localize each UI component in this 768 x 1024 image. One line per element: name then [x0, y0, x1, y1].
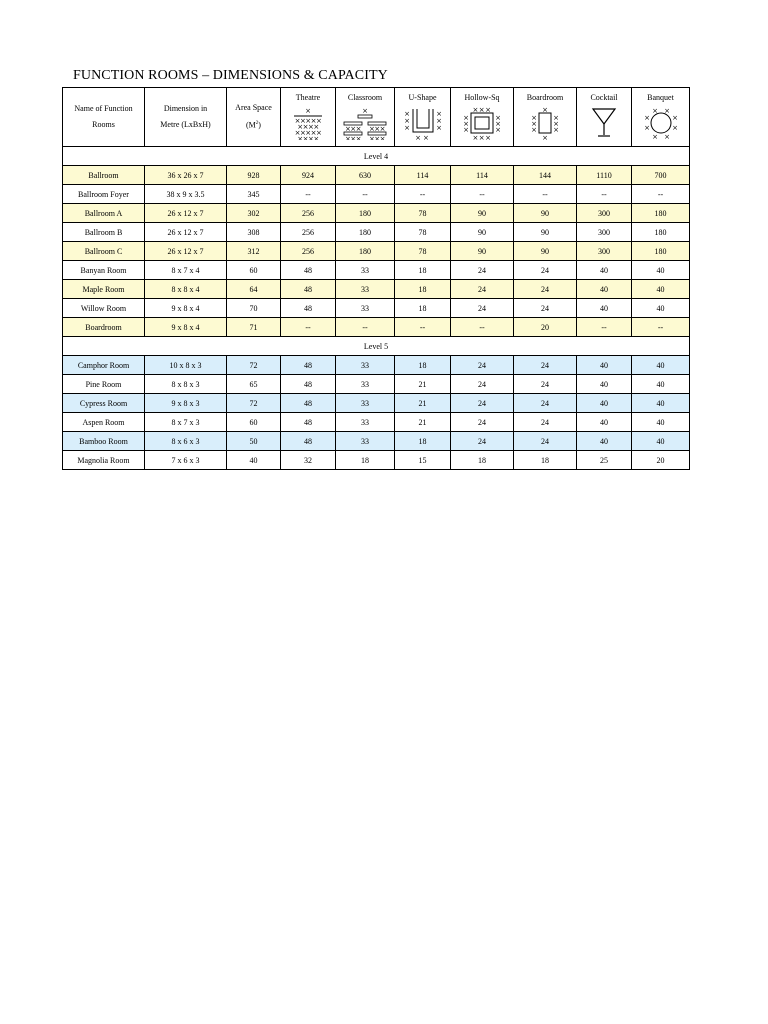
cell-hollow-sq: 90 — [451, 204, 514, 223]
table-row — [63, 432, 690, 451]
header-classroom-label: Classroom — [347, 93, 383, 102]
cell-banquet: 180 — [632, 204, 690, 223]
svg-text:×: × — [463, 120, 469, 128]
header-room-name — [63, 88, 145, 147]
cell-u-shape: 15 — [395, 451, 451, 470]
table-row — [63, 185, 690, 204]
svg-text:×: × — [531, 120, 537, 128]
cell-room-name: Ballroom C — [63, 242, 145, 261]
cell-cocktail: 40 — [577, 280, 632, 299]
header-u-shape — [395, 88, 451, 147]
cell-cocktail: 40 — [577, 261, 632, 280]
svg-text:×: × — [495, 114, 501, 122]
header-boardroom-label: Boardroom — [526, 93, 564, 102]
cell-boardroom: 24 — [514, 375, 577, 394]
cell-dimension: 10 x 8 x 3 — [145, 356, 227, 375]
cell-room-name: Banyan Room — [63, 261, 145, 280]
header-room-name-line2: Rooms — [92, 120, 115, 129]
cell-u-shape: -- — [395, 318, 451, 337]
cell-hollow-sq: 24 — [451, 280, 514, 299]
svg-text:×: × — [553, 114, 559, 122]
header-theatre — [281, 88, 336, 147]
svg-text:×: × — [671, 114, 678, 122]
cell-hollow-sq: 24 — [451, 432, 514, 451]
header-dimension — [145, 88, 227, 147]
svg-text:×: × — [663, 107, 670, 115]
svg-text:×: × — [463, 126, 469, 134]
cell-boardroom: 90 — [514, 242, 577, 261]
svg-text:×××: ××× — [472, 106, 492, 114]
function-rooms-table — [62, 87, 690, 470]
svg-text:×××: ××× — [344, 135, 362, 140]
svg-text:×: × — [542, 106, 548, 114]
header-dimension-line1: Dimension in — [163, 104, 208, 113]
theatre-layout-icon — [281, 106, 335, 140]
table-row — [63, 318, 690, 337]
table-row — [63, 375, 690, 394]
cell-room-name: Boardroom — [63, 318, 145, 337]
cell-area: 345 — [227, 185, 281, 204]
cell-theatre: 48 — [281, 413, 336, 432]
cell-theatre: -- — [281, 318, 336, 337]
table-row — [63, 394, 690, 413]
cell-banquet: 40 — [632, 413, 690, 432]
cell-dimension: 26 x 12 x 7 — [145, 204, 227, 223]
cell-area: 64 — [227, 280, 281, 299]
cell-area: 60 — [227, 413, 281, 432]
svg-text:×: × — [531, 126, 537, 134]
cell-cocktail: -- — [577, 318, 632, 337]
svg-text:×××: ××× — [368, 125, 386, 133]
cell-theatre: 256 — [281, 242, 336, 261]
cell-hollow-sq: -- — [451, 318, 514, 337]
table-row — [63, 299, 690, 318]
svg-text:×: × — [651, 107, 658, 115]
cell-u-shape: 78 — [395, 204, 451, 223]
classroom-layout-icon — [336, 106, 394, 140]
cell-theatre: 48 — [281, 280, 336, 299]
header-classroom — [336, 88, 395, 147]
cell-cocktail: 300 — [577, 223, 632, 242]
cell-theatre: 48 — [281, 375, 336, 394]
cell-classroom: 630 — [336, 166, 395, 185]
cell-banquet: 40 — [632, 261, 690, 280]
header-room-name-line1: Name of Function — [74, 104, 133, 113]
cell-u-shape: 114 — [395, 166, 451, 185]
cell-boardroom: 24 — [514, 299, 577, 318]
header-theatre-label: Theatre — [295, 93, 321, 102]
cell-classroom: -- — [336, 185, 395, 204]
table-row — [63, 261, 690, 280]
cell-room-name: Bamboo Room — [63, 432, 145, 451]
cell-theatre: 256 — [281, 223, 336, 242]
svg-text:×: × — [435, 110, 442, 118]
table-row — [63, 451, 690, 470]
cell-classroom: 18 — [336, 451, 395, 470]
cell-room-name: Maple Room — [63, 280, 145, 299]
cell-classroom: 33 — [336, 356, 395, 375]
svg-text:×: × — [403, 124, 410, 132]
banquet-round-table-icon — [632, 106, 689, 140]
level-heading-row — [63, 147, 690, 166]
cell-cocktail: 1110 — [577, 166, 632, 185]
boardroom-layout-icon — [514, 106, 576, 140]
cell-u-shape: 18 — [395, 261, 451, 280]
table-row — [63, 356, 690, 375]
cell-boardroom: 24 — [514, 280, 577, 299]
svg-text:×: × — [495, 120, 501, 128]
header-boardroom — [514, 88, 577, 147]
cell-room-name: Magnolia Room — [63, 451, 145, 470]
cell-u-shape: 21 — [395, 413, 451, 432]
cell-classroom: 33 — [336, 280, 395, 299]
cell-room-name: Cypress Room — [63, 394, 145, 413]
cell-theatre: -- — [281, 185, 336, 204]
cell-dimension: 9 x 8 x 4 — [145, 318, 227, 337]
table-row — [63, 413, 690, 432]
cell-boardroom: 24 — [514, 261, 577, 280]
cell-hollow-sq: 24 — [451, 356, 514, 375]
svg-text:×: × — [671, 124, 678, 132]
cell-hollow-sq: -- — [451, 185, 514, 204]
cell-area: 71 — [227, 318, 281, 337]
table-row — [63, 280, 690, 299]
cell-room-name: Ballroom B — [63, 223, 145, 242]
cell-hollow-sq: 114 — [451, 166, 514, 185]
cell-theatre: 48 — [281, 299, 336, 318]
svg-text:×××: ××× — [344, 125, 362, 133]
cell-room-name: Camphor Room — [63, 356, 145, 375]
cell-u-shape: 18 — [395, 432, 451, 451]
cell-cocktail: 40 — [577, 375, 632, 394]
cell-banquet: 40 — [632, 375, 690, 394]
cell-classroom: 33 — [336, 432, 395, 451]
level-heading: Level 4 — [63, 147, 690, 166]
cell-area: 50 — [227, 432, 281, 451]
cell-dimension: 8 x 7 x 3 — [145, 413, 227, 432]
cell-banquet: 40 — [632, 432, 690, 451]
cell-hollow-sq: 24 — [451, 394, 514, 413]
cell-u-shape: -- — [395, 185, 451, 204]
cell-theatre: 48 — [281, 394, 336, 413]
cell-boardroom: 20 — [514, 318, 577, 337]
cell-hollow-sq: 24 — [451, 375, 514, 394]
cell-u-shape: 18 — [395, 356, 451, 375]
cell-theatre: 32 — [281, 451, 336, 470]
header-area-unit-pre: (M — [246, 120, 256, 130]
svg-text:×××××: ××××× — [294, 129, 322, 137]
cell-area: 928 — [227, 166, 281, 185]
cell-dimension: 26 x 12 x 7 — [145, 223, 227, 242]
header-area-unit-sup: 2 — [255, 121, 259, 127]
cell-u-shape: 78 — [395, 242, 451, 261]
cell-boardroom: 144 — [514, 166, 577, 185]
svg-text:×: × — [435, 117, 442, 125]
svg-text:××: ×× — [414, 134, 431, 140]
level-heading: Level 5 — [63, 337, 690, 356]
cell-boardroom: 18 — [514, 451, 577, 470]
cell-classroom: -- — [336, 318, 395, 337]
cell-u-shape: 21 — [395, 394, 451, 413]
table-row — [63, 166, 690, 185]
cell-banquet: 180 — [632, 242, 690, 261]
svg-text:×: × — [495, 126, 501, 134]
header-area — [227, 88, 281, 147]
cell-area: 72 — [227, 394, 281, 413]
cell-classroom: 33 — [336, 413, 395, 432]
cell-dimension: 9 x 8 x 4 — [145, 299, 227, 318]
svg-text:×: × — [643, 124, 650, 132]
svg-text:×: × — [435, 124, 442, 132]
cell-cocktail: 25 — [577, 451, 632, 470]
cell-hollow-sq: 24 — [451, 299, 514, 318]
cell-classroom: 33 — [336, 394, 395, 413]
cell-area: 72 — [227, 356, 281, 375]
cell-dimension: 8 x 8 x 4 — [145, 280, 227, 299]
svg-text:××××: ×××× — [297, 123, 319, 131]
cell-classroom: 33 — [336, 375, 395, 394]
u-shape-layout-icon — [395, 106, 450, 140]
header-cocktail — [577, 88, 632, 147]
cell-cocktail: 300 — [577, 242, 632, 261]
svg-text:×××: ××× — [368, 135, 386, 140]
cell-boardroom: -- — [514, 185, 577, 204]
cell-boardroom: 24 — [514, 413, 577, 432]
svg-text:×: × — [643, 114, 650, 122]
cell-theatre: 924 — [281, 166, 336, 185]
cell-classroom: 180 — [336, 204, 395, 223]
cell-area: 60 — [227, 261, 281, 280]
table-row — [63, 204, 690, 223]
cell-area: 302 — [227, 204, 281, 223]
cell-theatre: 48 — [281, 432, 336, 451]
svg-text:×: × — [651, 133, 658, 140]
cell-boardroom: 90 — [514, 204, 577, 223]
cell-hollow-sq: 18 — [451, 451, 514, 470]
table-row — [63, 223, 690, 242]
cell-banquet: 40 — [632, 356, 690, 375]
cell-banquet: -- — [632, 318, 690, 337]
cell-cocktail: -- — [577, 185, 632, 204]
svg-text:×: × — [531, 114, 537, 122]
header-banquet — [632, 88, 690, 147]
cell-classroom: 180 — [336, 242, 395, 261]
header-u-shape-label: U-Shape — [408, 93, 437, 102]
cell-banquet: 700 — [632, 166, 690, 185]
cell-dimension: 9 x 8 x 3 — [145, 394, 227, 413]
header-hollow-sq — [451, 88, 514, 147]
header-banquet-label: Banquet — [647, 93, 674, 102]
svg-text:×: × — [663, 133, 670, 140]
header-dimension-line2: Metre (LxBxH) — [160, 120, 211, 129]
header-row — [63, 88, 690, 147]
cell-hollow-sq: 24 — [451, 413, 514, 432]
cell-u-shape: 21 — [395, 375, 451, 394]
header-hollow-sq-label: Hollow-Sq — [464, 93, 500, 102]
cell-u-shape: 18 — [395, 280, 451, 299]
hollow-square-layout-icon — [451, 106, 513, 140]
cell-room-name: Aspen Room — [63, 413, 145, 432]
cell-banquet: 20 — [632, 451, 690, 470]
svg-text:×: × — [542, 134, 548, 140]
cell-cocktail: 40 — [577, 299, 632, 318]
table-row — [63, 242, 690, 261]
cell-theatre: 48 — [281, 261, 336, 280]
svg-text:×: × — [463, 114, 469, 122]
cell-boardroom: 90 — [514, 223, 577, 242]
cell-cocktail: 40 — [577, 356, 632, 375]
cell-banquet: 40 — [632, 280, 690, 299]
header-area-line1: Area Space — [235, 103, 272, 113]
cell-banquet: -- — [632, 185, 690, 204]
cell-dimension: 7 x 6 x 3 — [145, 451, 227, 470]
svg-text:×: × — [305, 107, 311, 115]
cell-room-name: Ballroom A — [63, 204, 145, 223]
cell-dimension: 36 x 26 x 7 — [145, 166, 227, 185]
level-heading-row — [63, 337, 690, 356]
cell-u-shape: 78 — [395, 223, 451, 242]
cell-hollow-sq: 24 — [451, 261, 514, 280]
cell-theatre: 256 — [281, 204, 336, 223]
cell-boardroom: 24 — [514, 394, 577, 413]
svg-text:×: × — [403, 110, 410, 118]
cell-banquet: 40 — [632, 299, 690, 318]
svg-text:×××: ××× — [472, 134, 492, 140]
header-area-unit-post: ) — [258, 120, 261, 130]
cell-area: 308 — [227, 223, 281, 242]
cell-room-name: Ballroom — [63, 166, 145, 185]
cell-boardroom: 24 — [514, 356, 577, 375]
cell-classroom: 180 — [336, 223, 395, 242]
cell-room-name: Willow Room — [63, 299, 145, 318]
cell-u-shape: 18 — [395, 299, 451, 318]
cell-area: 65 — [227, 375, 281, 394]
cell-area: 70 — [227, 299, 281, 318]
cell-area: 40 — [227, 451, 281, 470]
cell-room-name: Ballroom Foyer — [63, 185, 145, 204]
cell-dimension: 26 x 12 x 7 — [145, 242, 227, 261]
cell-dimension: 38 x 9 x 3.5 — [145, 185, 227, 204]
svg-text:×: × — [403, 117, 410, 125]
cell-classroom: 33 — [336, 299, 395, 318]
cell-theatre: 48 — [281, 356, 336, 375]
rooms-table-body — [63, 147, 690, 470]
cell-dimension: 8 x 8 x 3 — [145, 375, 227, 394]
cocktail-glass-icon — [577, 106, 631, 140]
svg-text:×: × — [553, 120, 559, 128]
cell-dimension: 8 x 6 x 3 — [145, 432, 227, 451]
cell-classroom: 33 — [336, 261, 395, 280]
cell-area: 312 — [227, 242, 281, 261]
cell-hollow-sq: 90 — [451, 223, 514, 242]
cell-dimension: 8 x 7 x 4 — [145, 261, 227, 280]
svg-text:×: × — [362, 107, 368, 115]
cell-cocktail: 40 — [577, 432, 632, 451]
cell-cocktail: 40 — [577, 413, 632, 432]
cell-banquet: 40 — [632, 394, 690, 413]
svg-text:×: × — [553, 126, 559, 134]
cell-cocktail: 40 — [577, 394, 632, 413]
page-title: FUNCTION ROOMS – DIMENSIONS & CAPACITY — [73, 68, 388, 83]
svg-text:×××××: ××××× — [294, 117, 322, 125]
cell-boardroom: 24 — [514, 432, 577, 451]
cell-room-name: Pine Room — [63, 375, 145, 394]
header-cocktail-label: Cocktail — [590, 93, 618, 102]
cell-banquet: 180 — [632, 223, 690, 242]
svg-text:××××: ×××× — [297, 135, 319, 140]
cell-cocktail: 300 — [577, 204, 632, 223]
cell-hollow-sq: 90 — [451, 242, 514, 261]
